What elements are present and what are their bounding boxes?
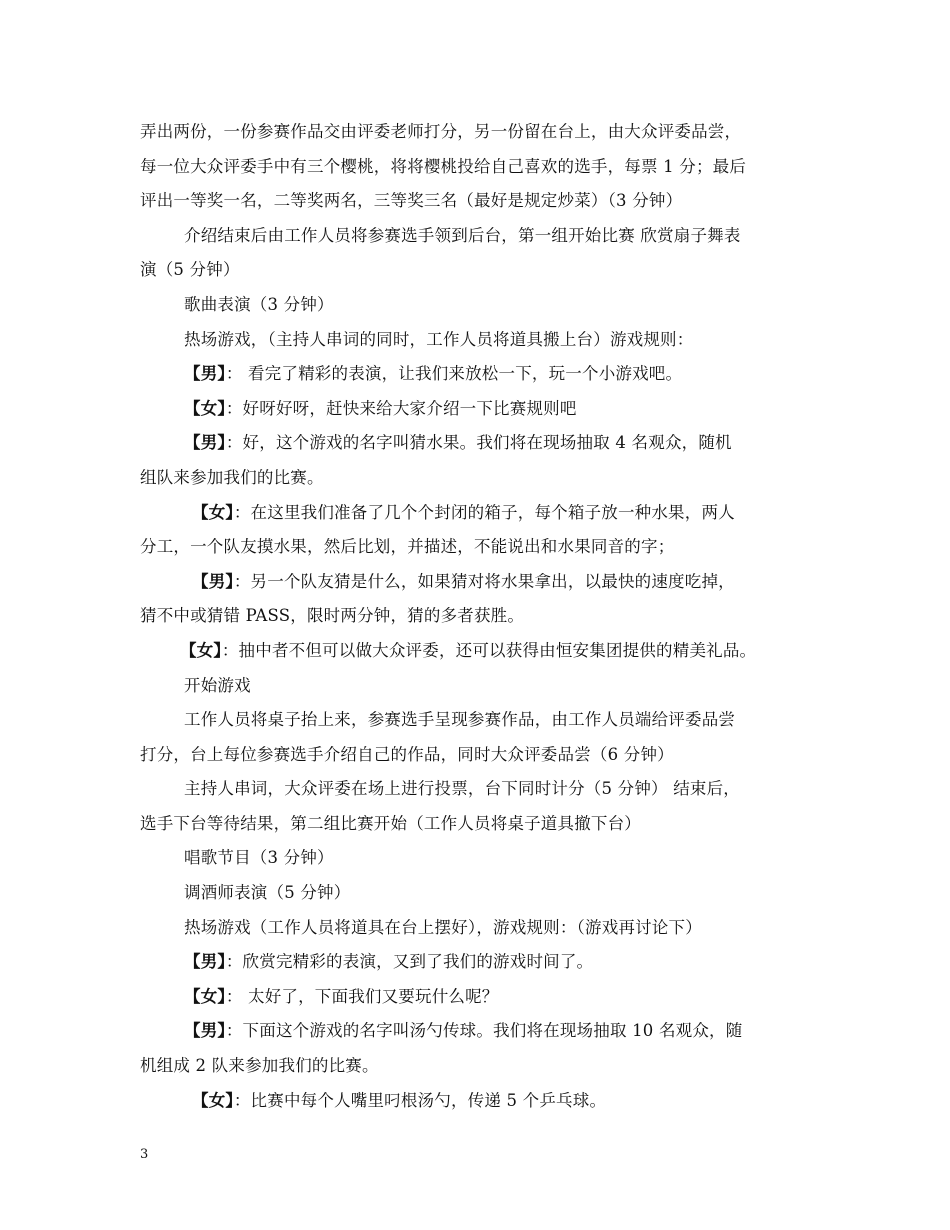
line-text: 弄出两份，一份参赛作品交由评委老师打分，另一份留在台上，由大众评委品尝， bbox=[140, 122, 742, 141]
text-line bbox=[140, 219, 815, 254]
speaker-label: 【男】 bbox=[184, 952, 226, 972]
text-line bbox=[140, 253, 815, 288]
text-line bbox=[140, 288, 815, 323]
speaker-label: 【女】 bbox=[192, 502, 234, 522]
speaker-label: 【男】 bbox=[184, 1021, 226, 1041]
line-text: 主持人串词，大众评委在场上进行投票，台下同时计分（5 分钟） 结束后， bbox=[184, 779, 740, 799]
text-line bbox=[140, 461, 815, 496]
speaker-label: 【男】 bbox=[192, 571, 234, 591]
line-text: 热场游戏（工作人员将道具在台上摆好），游戏规则：（游戏再讨论下） bbox=[184, 917, 702, 937]
speaker-label: 【女】 bbox=[184, 398, 226, 418]
dialogue-line bbox=[140, 392, 815, 427]
line-text: ：好呀好呀，赶快来给大家介绍一下比赛规则吧 bbox=[225, 398, 577, 418]
line-text: 唱歌节目（3 分钟） bbox=[184, 848, 334, 868]
line-text: 打分，台上每位参赛选手介绍自己的作品，同时大众评委品尝（6 分钟） bbox=[140, 744, 674, 764]
line-text: 介绍结束后由工作人员将参赛选手领到后台，第一组开始比赛 欣赏扇子舞表 bbox=[184, 225, 741, 245]
line-text: 调酒师表演（5 分钟） bbox=[184, 883, 351, 903]
text-line bbox=[140, 669, 815, 704]
line-text: 开始游戏 bbox=[184, 675, 251, 695]
line-text: ：在这里我们准备了几个个封闭的箱子，每个箱子放一种水果，两人 bbox=[233, 502, 735, 522]
dialogue-line bbox=[140, 565, 815, 600]
text-line bbox=[140, 738, 815, 773]
line-text: ：比赛中每个人嘴里叼根汤勺，传递 5 个乒乓球。 bbox=[233, 1090, 607, 1110]
speaker-label: 【女】 bbox=[180, 640, 222, 660]
line-text: ：下面这个游戏的名字叫汤勺传球。我们将在现场抽取 10 名观众，随 bbox=[225, 1021, 743, 1041]
dialogue-line bbox=[140, 945, 815, 980]
text-line bbox=[140, 184, 815, 219]
dialogue-line bbox=[140, 1014, 815, 1049]
page-number: 3 bbox=[140, 1147, 149, 1162]
line-text: ：欣赏完精彩的表演，又到了我们的游戏时间了。 bbox=[225, 952, 594, 972]
line-text: 评出一等奖一名，二等奖两名，三等奖三名（最好是规定炒菜）（3 分钟） bbox=[140, 191, 683, 211]
text-line bbox=[140, 599, 815, 634]
line-text: 热场游戏，（主持人串词的同时，工作人员将道具搬上台）游戏规则： bbox=[184, 329, 694, 349]
text-line bbox=[140, 911, 815, 946]
line-text: 工作人员将桌子抬上来，参赛选手呈现参赛作品，由工作人员端给评委品尝 bbox=[184, 710, 736, 730]
text-line bbox=[140, 323, 815, 358]
dialogue-line bbox=[140, 980, 815, 1015]
text-line bbox=[140, 1049, 815, 1084]
line-text: ：好，这个游戏的名字叫猜水果。我们将在现场抽取 4 名观众，随机 bbox=[225, 433, 732, 453]
text-line bbox=[140, 772, 815, 807]
speaker-label: 【女】 bbox=[184, 986, 226, 1006]
line-text: ：抽中者不但可以做大众评委，还可以获得由恒安集团提供的精美礼品。 bbox=[221, 640, 757, 660]
text-line bbox=[140, 703, 815, 738]
dialogue-line bbox=[140, 426, 815, 461]
speaker-label: 【女】 bbox=[192, 1090, 234, 1110]
line-text: 每一位大众评委手中有三个樱桃，将将樱桃投给自己喜欢的选手，每票 1 分；最后 bbox=[140, 156, 747, 176]
line-text: 组队来参加我们的比赛。 bbox=[140, 467, 324, 487]
line-text: ：另一个队友猜是什么，如果猜对将水果拿出，以最快的速度吃掉， bbox=[233, 571, 735, 591]
line-text: 歌曲表演（3 分钟） bbox=[184, 294, 334, 314]
line-text: ： 看完了精彩的表演，让我们来放松一下，玩一个小游戏吧。 bbox=[225, 364, 683, 384]
dialogue-line bbox=[140, 496, 815, 531]
dialogue-line bbox=[140, 634, 815, 669]
text-line bbox=[140, 150, 815, 185]
text-line bbox=[140, 530, 815, 565]
line-text: 分工，一个队友摸水果，然后比划，并描述，不能说出和水果同音的字； bbox=[140, 537, 675, 557]
speaker-label: 【男】 bbox=[184, 433, 226, 453]
text-line bbox=[140, 807, 815, 842]
line-text: ： 太好了，下面我们又要玩什么呢？ bbox=[225, 986, 499, 1006]
text-line bbox=[140, 841, 815, 876]
text-line bbox=[140, 876, 815, 911]
text-line bbox=[140, 115, 815, 150]
dialogue-line bbox=[140, 357, 815, 392]
line-text: 演（5 分钟） bbox=[140, 260, 240, 280]
line-text: 机组成 2 队来参加我们的比赛。 bbox=[140, 1056, 379, 1076]
line-text: 猜不中或猜错 PASS，限时两分钟，猜的多者获胜。 bbox=[140, 606, 525, 626]
line-text: 选手下台等待结果，第二组比赛开始（工作人员将桌子道具撤下台） bbox=[140, 813, 641, 833]
speaker-label: 【男】 bbox=[184, 364, 226, 384]
document-body bbox=[140, 115, 815, 1118]
dialogue-line bbox=[140, 1084, 815, 1119]
